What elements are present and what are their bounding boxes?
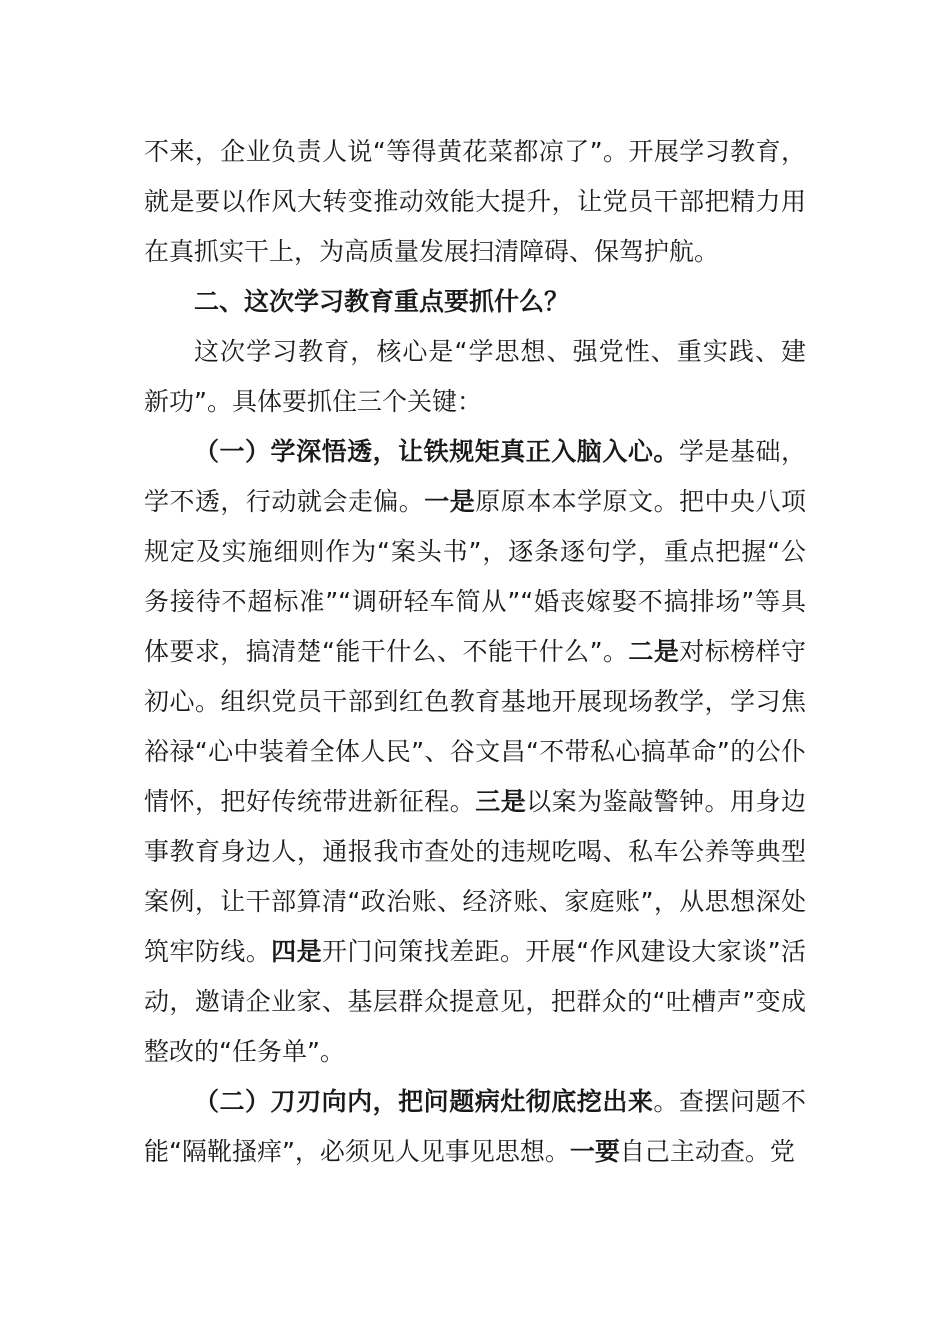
paragraph-text: 。查摆问题不能“隔靴搔痒”，必须见人见事见思想。 — [144, 1087, 806, 1166]
paragraph-text: 这次学习教育，核心是“学思想、强党性、重实践、建新功”。具体要抓住三个关键： — [144, 337, 806, 416]
paragraph-text: 开门问策找差距。开展“作风建设大家谈”活动，邀请企业家、基层群众提意见，把群众的“吐槽声”变成整改的“任务单”。 — [144, 937, 806, 1066]
paragraph-text: 学是基础，学不透，行动就会走偏。 — [144, 437, 806, 516]
paragraph-text: 对标榜样守初心。组织党员干部到红色教育基地开展现场教学，学习焦裕禄“心中装着全体人民”、谷文昌“不带私心搞革命”的公仆情怀，把好传统带进新征程。 — [144, 637, 806, 816]
paragraph-text: 自己主动查。党 — [619, 1137, 795, 1166]
keyword-fourth: 四是 — [271, 937, 322, 966]
paragraph-section-2 — [144, 1077, 806, 1177]
subsection-title-2: （二）刀刃向内，把问题病灶彻底挖出来 — [194, 1087, 654, 1116]
paragraph-core — [144, 327, 806, 427]
paragraph-section-1 — [144, 427, 806, 1077]
paragraph-text: 以案为鉴敲警钟。用身边事教育身边人，通报我市查处的违规吃喝、私车公养等典型案例，让干部算清“政治账、经济账、家庭账”，从思想深处筑牢防线。 — [144, 787, 806, 966]
keyword-must-first: 一要 — [569, 1137, 620, 1166]
document-body — [144, 127, 806, 1177]
keyword-third: 三是 — [475, 787, 527, 816]
paragraph-text: 不来，企业负责人说“等得黄花菜都凉了”。开展学习教育，就是要以作风大转变推动效能大提升，让党员干部把精力用在真抓实干上，为高质量发展扫清障碍、保驾护航。 — [144, 137, 806, 266]
keyword-second: 二是 — [628, 637, 680, 666]
subsection-title-1: （一）学深悟透，让铁规矩真正入脑入心。 — [194, 437, 679, 466]
paragraph-text: 原原本本学原文。把中央八项规定及实施细则作为“案头书”，逐条逐句学，重点把握“公务接待不超标准”“调研轻车简从”“婚丧嫁娶不搞排场”等具体要求，搞清楚“能干什么、不能干什么”。 — [144, 487, 806, 666]
paragraph-intro-continuation — [144, 127, 806, 277]
keyword-first: 一是 — [424, 487, 476, 516]
section-heading-2: 二、这次学习教育重点要抓什么？ — [194, 287, 570, 316]
